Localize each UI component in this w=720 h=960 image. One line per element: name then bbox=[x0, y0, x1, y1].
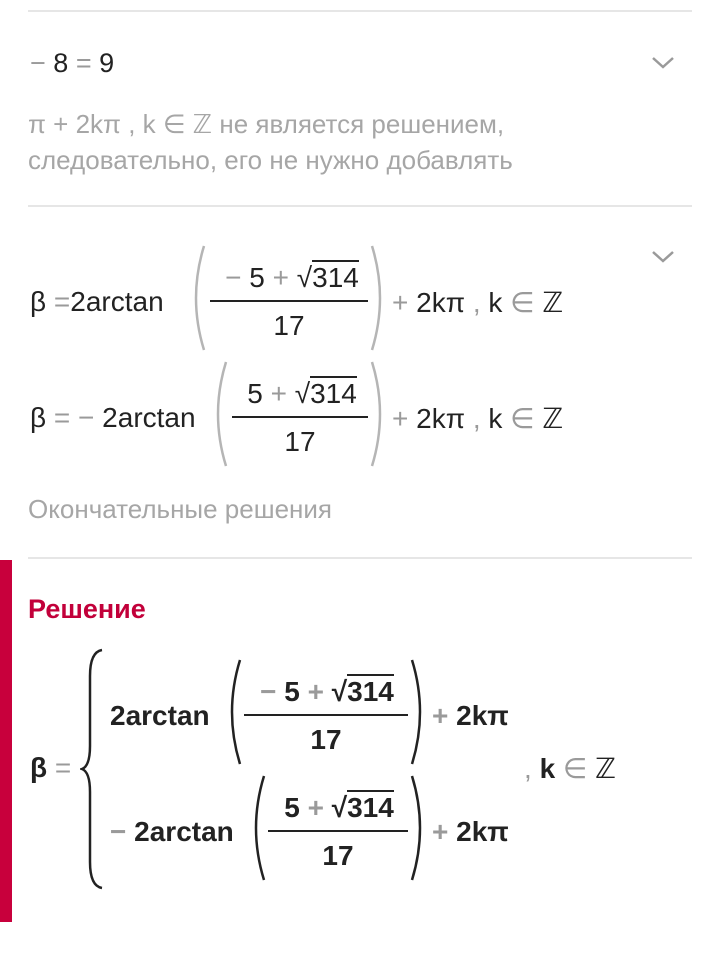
minus-sign: − bbox=[225, 262, 242, 293]
plus-sign: + bbox=[392, 287, 409, 318]
fraction-bar bbox=[232, 416, 368, 418]
plus-sign: + bbox=[272, 262, 289, 293]
left-paren-icon bbox=[222, 656, 244, 768]
radicand: 314 bbox=[310, 378, 357, 409]
row2-suffix bbox=[392, 402, 563, 435]
radicand: 314 bbox=[347, 676, 394, 707]
chevron-down-icon[interactable] bbox=[650, 248, 676, 266]
fraction-bar bbox=[210, 300, 368, 302]
coefficient: 2 bbox=[70, 286, 86, 317]
chevron-down-icon[interactable] bbox=[650, 54, 676, 72]
step2-caption: Окончательные решения bbox=[28, 494, 333, 524]
plus-sign: + bbox=[307, 676, 324, 707]
coefficient: 2 bbox=[102, 402, 118, 433]
case2-suffix bbox=[432, 816, 509, 848]
row2-prefix bbox=[30, 402, 196, 434]
right-paren-icon bbox=[368, 358, 390, 470]
solution-title: Решение bbox=[28, 594, 146, 624]
num-term: 5 bbox=[284, 792, 300, 823]
coefficient: 2 bbox=[134, 816, 150, 847]
solution-domain bbox=[524, 752, 616, 785]
equals-sign: = bbox=[53, 286, 71, 317]
step1-equation bbox=[30, 48, 114, 79]
sqrt-icon: √ bbox=[296, 262, 313, 293]
rhs-number: 9 bbox=[99, 48, 115, 78]
arctan-label: arctan bbox=[85, 286, 164, 317]
divider-step1 bbox=[28, 205, 692, 207]
solution-lhs bbox=[30, 752, 71, 784]
coefficient: 2 bbox=[110, 700, 126, 731]
period-term: 2kπ bbox=[456, 816, 509, 847]
case1-suffix bbox=[432, 700, 509, 732]
num-term: 5 bbox=[249, 262, 265, 293]
integers-set: ℤ bbox=[542, 287, 564, 318]
equals-sign: = bbox=[75, 48, 92, 78]
k-var: k bbox=[539, 753, 556, 784]
comma: , bbox=[472, 287, 481, 318]
numerator bbox=[268, 792, 410, 824]
sqrt-icon: √ bbox=[294, 378, 311, 409]
minus-sign: − bbox=[30, 48, 46, 78]
comma: , bbox=[524, 753, 532, 784]
right-paren-icon bbox=[368, 242, 390, 354]
numerator bbox=[244, 676, 410, 708]
plus-sign: + bbox=[270, 378, 287, 409]
arctan-label: arctan bbox=[149, 816, 234, 847]
numerator bbox=[212, 262, 372, 294]
lhs-number: 8 bbox=[53, 48, 69, 78]
minus-sign: − bbox=[110, 816, 127, 847]
equals-sign: = bbox=[53, 402, 71, 433]
row1-suffix bbox=[392, 286, 563, 319]
num-term: 5 bbox=[284, 676, 300, 707]
left-paren-icon bbox=[246, 772, 268, 884]
denominator: 17 bbox=[284, 426, 316, 457]
beta: β bbox=[30, 402, 47, 433]
case1-prefix bbox=[110, 700, 210, 732]
fraction-bar bbox=[268, 830, 408, 832]
plus-sign: + bbox=[432, 816, 449, 847]
right-paren-icon bbox=[408, 772, 430, 884]
divider-top bbox=[28, 10, 692, 12]
radicand: 314 bbox=[347, 792, 394, 823]
note-text-line2: следовательно, его не нужно добавлять bbox=[28, 145, 513, 175]
plus-sign: + bbox=[432, 700, 449, 731]
element-of: ∈ bbox=[510, 403, 535, 434]
plus-sign: + bbox=[392, 403, 409, 434]
right-paren-icon bbox=[408, 656, 430, 768]
sqrt-icon: √ bbox=[331, 792, 348, 823]
radicand: 314 bbox=[312, 262, 359, 293]
minus-sign: − bbox=[78, 402, 95, 433]
comma: , bbox=[472, 403, 481, 434]
integers-set: ℤ bbox=[595, 753, 616, 784]
solution-accent-bar bbox=[0, 560, 12, 922]
denominator: 17 bbox=[310, 724, 342, 755]
divider-step2 bbox=[28, 557, 692, 559]
period-term: 2kπ bbox=[416, 403, 466, 434]
fraction-bar bbox=[244, 714, 408, 716]
beta: β bbox=[30, 286, 47, 317]
arctan-label: arctan bbox=[117, 402, 196, 433]
element-of: ∈ bbox=[562, 753, 588, 784]
integers-set: ℤ bbox=[542, 403, 564, 434]
beta: β bbox=[30, 752, 48, 783]
sqrt-icon: √ bbox=[331, 676, 348, 707]
denominator: 17 bbox=[322, 840, 354, 871]
minus-sign: − bbox=[260, 676, 277, 707]
k-var: k bbox=[488, 287, 503, 318]
k-var: k bbox=[488, 403, 503, 434]
numerator bbox=[232, 378, 372, 410]
element-of: ∈ bbox=[510, 287, 535, 318]
note-text-line1: не является решением, bbox=[212, 109, 505, 139]
period-term: 2kπ bbox=[456, 700, 509, 731]
denominator: 17 bbox=[273, 310, 305, 341]
arctan-label: arctan bbox=[125, 700, 210, 731]
step1-note bbox=[28, 106, 628, 178]
equals-sign: = bbox=[54, 752, 72, 783]
left-brace-icon bbox=[80, 646, 106, 892]
left-paren-icon bbox=[208, 358, 230, 470]
num-term: 5 bbox=[247, 378, 263, 409]
plus-sign: + bbox=[307, 792, 324, 823]
left-paren-icon bbox=[186, 242, 208, 354]
period-term: 2kπ bbox=[416, 287, 466, 318]
note-expression: π + 2kπ , k ∈ ℤ bbox=[28, 109, 213, 139]
case2-prefix bbox=[110, 816, 234, 848]
row1-prefix bbox=[30, 286, 164, 318]
